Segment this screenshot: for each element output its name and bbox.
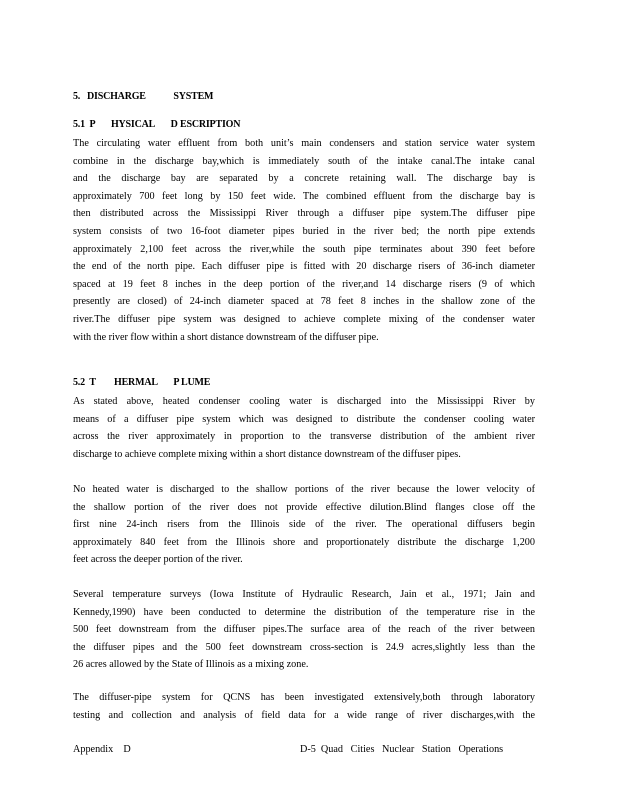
subsection-heading-physical-description: 5.1 P HYSICAL D ESCRIPTION <box>73 119 241 130</box>
text-line: Several temperature surveys (Iowa Institute of Hydraulic Research, Jain et al., 1971; Jain and <box>73 589 535 600</box>
text-line: system consists of two 16-foot diameter pipes buried in the river bed; the north pipe extends <box>73 225 535 237</box>
text-line: combine in the discharge bay,which is immediately south of the intake canal.The intake canal <box>73 155 535 167</box>
text-line: The diffuser-pipe system for QCNS has been investigated extensively,both through laboratory <box>73 692 535 703</box>
text-line: with the river flow within a short distance downstream of the diffuser pipe. <box>73 331 379 343</box>
text-line: first nine 24-inch risers from the Illinois side of the river. The operational diffusers begin <box>73 519 535 531</box>
text-line: the end of the north pipe. Each diffuser pipe is fitted with 20 discharge risers of 36-inch diameter <box>73 261 535 273</box>
text-line: 500 feet downstream from the diffuser pipes.The surface area of the reach of the river between <box>73 624 535 636</box>
text-line: feet across the deeper portion of the river. <box>73 554 243 566</box>
text-line: Kennedy,1990) have been conducted to determine the distribution of the temperature rise in the <box>73 606 535 618</box>
text-line: No heated water is discharged to the shallow portions of the river because the lower velocity of <box>73 484 535 495</box>
text-line: As stated above, heated condenser cooling water is discharged into the Mississippi River by <box>73 396 535 407</box>
text-line: and the discharge bay are separated by a concrete retaining wall. The discharge bay is <box>73 173 535 185</box>
footer-page-title: D-5 Quad Cities Nuclear Station Operations <box>300 744 504 755</box>
text-line: approximately 840 feet from the Illinois shore and proportionately distribute the discharge 1,200 <box>73 536 535 548</box>
footer-appendix-label: Appendix D <box>73 744 131 755</box>
text-line: discharge to achieve complete mixing within a short distance downstream of the diffuser pipes. <box>73 448 461 460</box>
text-line: The circulating water effluent from both unit’s main condensers and station service water system <box>73 138 535 149</box>
text-line: 26 acres allowed by the State of Illinois as a mixing zone. <box>73 659 309 671</box>
text-line: means of a diffuser pipe system which was designed to distribute the condenser cooling water <box>73 413 535 425</box>
text-line: approximately 2,100 feet across the river,while the south pipe terminates about 390 feet before <box>73 243 535 255</box>
text-line: spaced at 19 feet 8 inches in the deep portion of the river,and 14 discharge risers (9 of which <box>73 278 535 290</box>
subsection-heading-thermal-plume: 5.2 T HERMAL P LUME <box>73 377 211 388</box>
text-line: then distributed across the Mississippi River through a diffuser pipe system.The diffuser pipe <box>73 208 535 220</box>
text-line: the shallow portion of the river does not provide effective dilution.Blind flanges close off the <box>73 501 535 513</box>
text-line: across the river approximately in proportion to the transverse distribution of the ambient river <box>73 431 535 443</box>
section-heading: 5. DISCHARGE SYSTEM <box>73 91 214 102</box>
thermal-plume-paragraph-1 <box>73 393 535 463</box>
physical-description-paragraph <box>73 135 535 346</box>
thermal-plume-paragraph-4 <box>73 689 535 724</box>
text-line: approximately 700 feet long by 150 feet wide. The combined effluent from the discharge bay is <box>73 190 535 202</box>
text-line: river.The diffuser pipe system was designed to achieve complete mixing of the condenser water <box>73 313 535 325</box>
thermal-plume-paragraph-2 <box>73 481 535 569</box>
thermal-plume-paragraph-3 <box>73 586 535 674</box>
text-line: presently are closed) of 24-inch diameter spaced at 78 feet 8 inches in the shallow zone of the <box>73 296 535 308</box>
text-line: the diffuser pipes and the 500 feet downstream cross-section is 24.9 acres,slightly less than the <box>73 641 535 653</box>
text-line: testing and collection and analysis of field data for a wide range of river discharges,with the <box>73 709 535 721</box>
